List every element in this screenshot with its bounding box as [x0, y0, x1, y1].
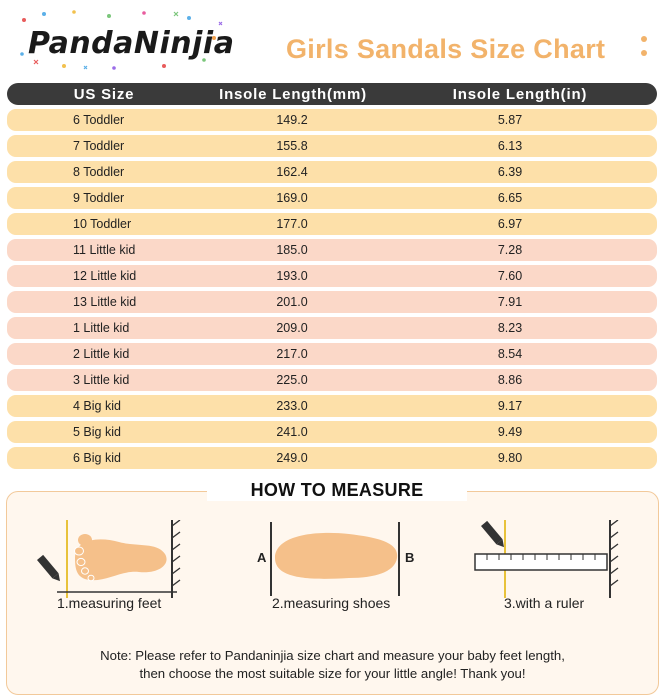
- table-row: [7, 109, 657, 131]
- step-measuring-shoes: 2.measuring shoes: [272, 595, 391, 611]
- insole-mm-cell: 249.0: [276, 451, 308, 465]
- size-cell: 12 Little kid: [73, 269, 137, 283]
- table-header: [7, 83, 657, 105]
- insole-in-cell: 7.91: [497, 295, 523, 309]
- table-body: [7, 109, 657, 469]
- size-cell: 4 Big kid: [73, 399, 121, 413]
- insole-in-cell: 7.60: [497, 269, 523, 283]
- insole-in-cell: 6.65: [497, 191, 523, 205]
- table-row: [7, 291, 657, 313]
- insole-in-cell: 8.23: [497, 321, 523, 335]
- header-insole-in: Insole Length(in): [452, 86, 588, 103]
- insole-mm-cell: 185.0: [276, 243, 308, 257]
- table-row: [7, 187, 657, 209]
- insole-mm-cell: 225.0: [276, 373, 308, 387]
- title-dots-icon: [641, 36, 647, 64]
- insole-mm-cell: 177.0: [276, 217, 308, 231]
- note-line-2: then choose the most suitable size for your little angle! Thank you!: [139, 666, 526, 681]
- foot-measure-icon: [27, 520, 187, 600]
- table-row: [7, 213, 657, 235]
- insole-in-cell: 9.80: [497, 451, 523, 465]
- size-cell: 6 Toddler: [73, 113, 125, 127]
- size-cell: 11 Little kid: [73, 243, 136, 257]
- insole-in-cell: 9.49: [497, 425, 523, 439]
- insole-in-cell: 7.28: [497, 243, 523, 257]
- header-insole-mm: Insole Length(mm): [219, 86, 367, 103]
- insole-mm-cell: 233.0: [276, 399, 308, 413]
- insole-in-cell: 8.86: [497, 373, 523, 387]
- step-with-ruler: 3.with a ruler: [504, 595, 585, 611]
- size-cell: 8 Toddler: [73, 165, 125, 179]
- size-cell: 6 Big kid: [73, 451, 121, 465]
- table-row: [7, 447, 657, 469]
- table-row: [7, 265, 657, 287]
- size-table: [7, 83, 657, 469]
- size-cell: 10 Toddler: [73, 217, 132, 231]
- table-row: [7, 395, 657, 417]
- insole-in-cell: 6.39: [497, 165, 523, 179]
- size-cell: 1 Little kid: [73, 321, 130, 335]
- table-row: [7, 343, 657, 365]
- insole-mm-cell: 162.4: [276, 165, 308, 179]
- insole-mm-cell: 169.0: [276, 191, 308, 205]
- table-row: [7, 421, 657, 443]
- label-b: B: [405, 550, 415, 565]
- size-cell: 5 Big kid: [73, 425, 121, 439]
- step-measuring-feet: 1.measuring feet: [57, 595, 162, 611]
- insole-mm-cell: 201.0: [276, 295, 308, 309]
- insole-mm-cell: 209.0: [276, 321, 308, 335]
- brand-logo: [14, 8, 235, 72]
- page-title: Girls Sandals Size Chart: [286, 34, 606, 64]
- table-row: [7, 369, 657, 391]
- insole-in-cell: 8.54: [497, 347, 523, 361]
- insole-mm-cell: 193.0: [276, 269, 308, 283]
- insole-mm-cell: 217.0: [276, 347, 308, 361]
- shoe-measure-icon: [253, 520, 423, 600]
- logo-text: PandaNinjia: [28, 26, 235, 61]
- insole-mm-cell: 155.8: [276, 139, 308, 153]
- measure-heading: HOW TO MEASURE: [207, 480, 467, 501]
- ruler-measure-icon: [465, 520, 635, 600]
- insole-in-cell: 6.97: [497, 217, 523, 231]
- how-to-measure-panel: [6, 480, 659, 695]
- insole-in-cell: 6.13: [497, 139, 523, 153]
- insole-mm-cell: 241.0: [276, 425, 308, 439]
- insole-in-cell: 9.17: [497, 399, 523, 413]
- table-row: [7, 135, 657, 157]
- size-cell: 13 Little kid: [73, 295, 137, 309]
- size-cell: 9 Toddler: [73, 191, 125, 205]
- size-cell: 7 Toddler: [73, 139, 125, 153]
- insole-in-cell: 5.87: [497, 113, 523, 127]
- header-us-size: US Size: [73, 86, 135, 103]
- table-row: [7, 161, 657, 183]
- size-cell: 2 Little kid: [73, 347, 130, 361]
- size-cell: 3 Little kid: [73, 373, 130, 387]
- table-row: [7, 239, 657, 261]
- note-line-1: Note: Please refer to Pandaninjia size chart and measure your baby feet length,: [100, 648, 565, 663]
- label-a: A: [257, 550, 267, 565]
- insole-mm-cell: 149.2: [276, 113, 308, 127]
- table-row: [7, 317, 657, 339]
